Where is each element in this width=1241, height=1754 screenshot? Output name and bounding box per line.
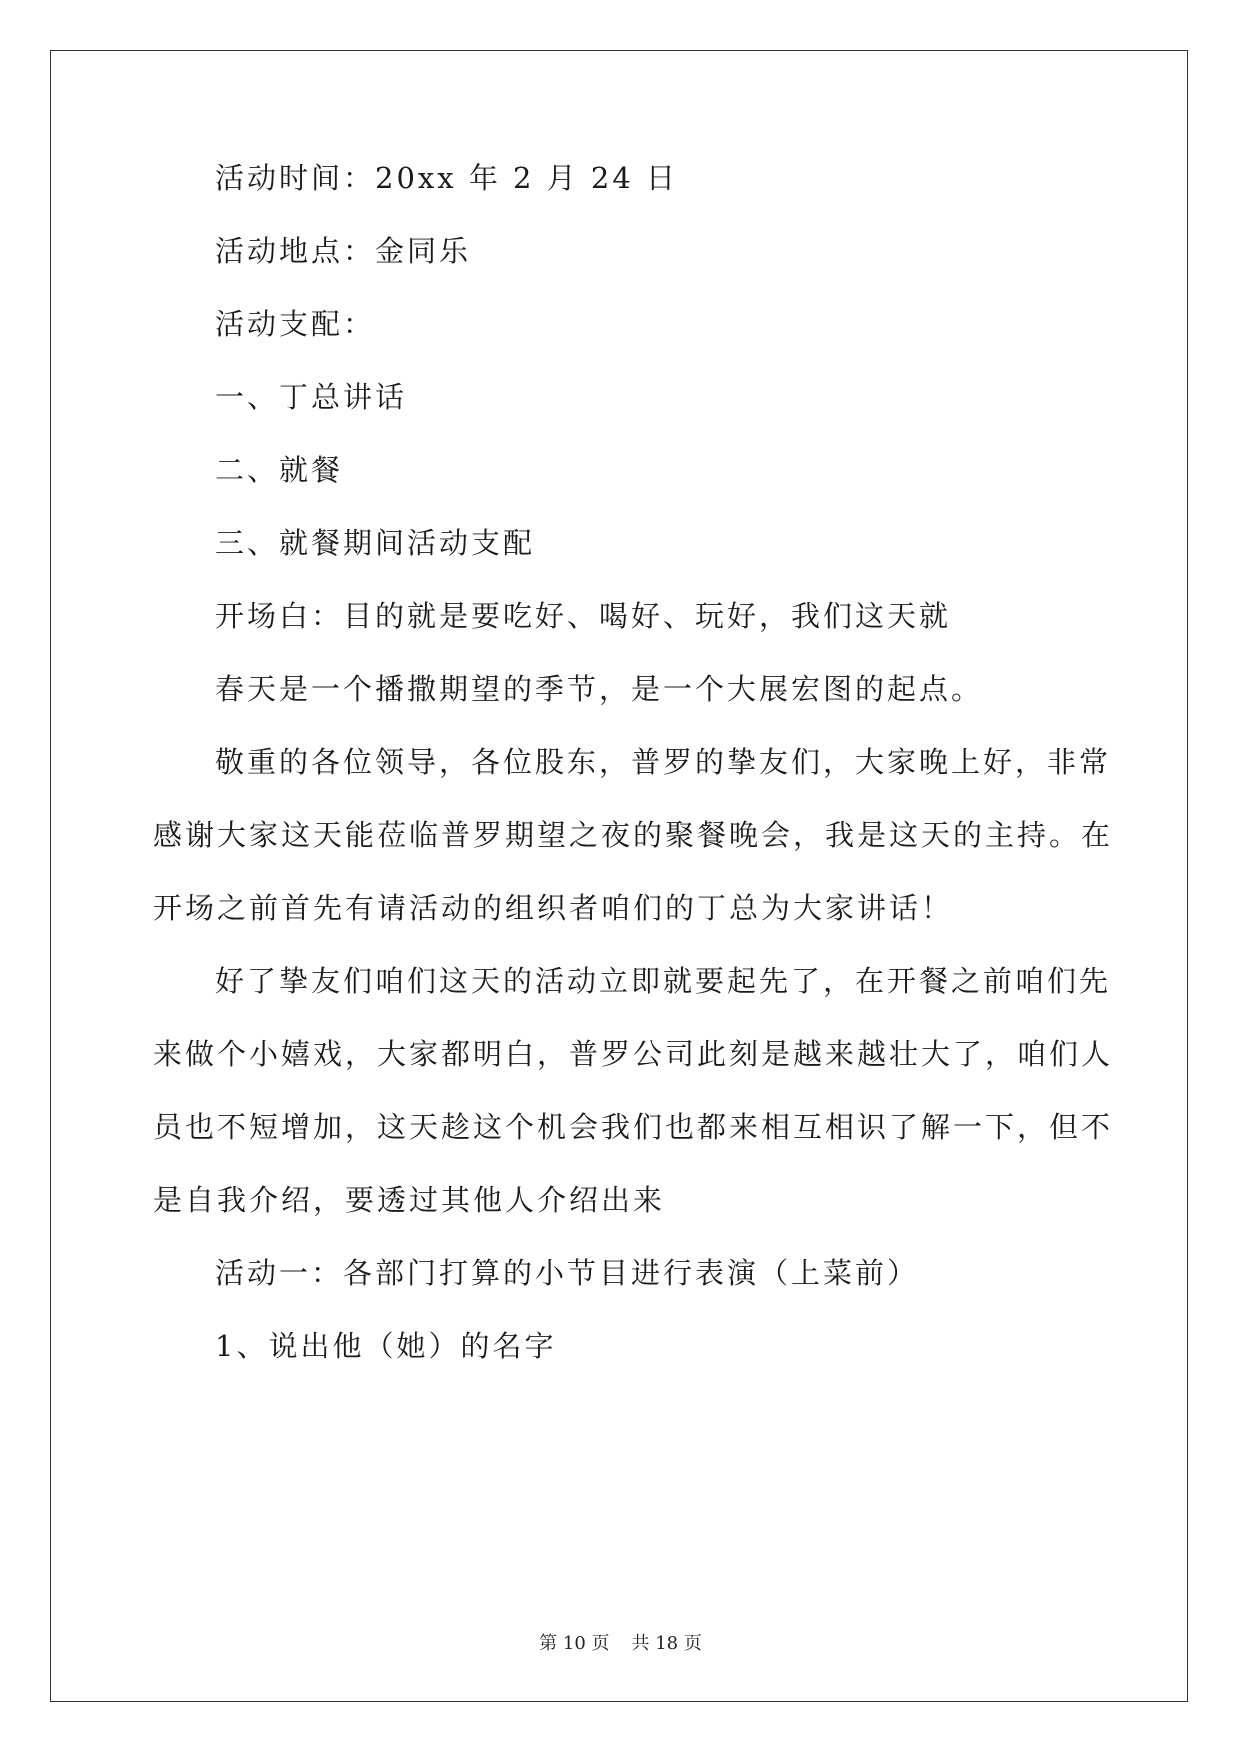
text-line-paragraph-2c: 员也不短增加，这天趁这个机会我们也都来相互相识了解一下，但不 [153,1110,1114,1144]
text-line-activity-arrangement: 活动支配： [215,307,376,341]
text-line-activity-one: 活动一：各部门打算的小节目进行表演（上菜前） [215,1256,920,1290]
text-line-paragraph-2d: 是自我介绍，要透过其他人介绍出来 [153,1183,666,1217]
text-line-item-2: 二、就餐 [215,453,344,487]
text-line-paragraph-2b: 来做个小嬉戏，大家都明白，普罗公司此刻是越来越壮大了，咱们人 [153,1037,1114,1071]
text-line-spring: 春天是一个播撒期望的季节，是一个大展宏图的起点。 [215,672,984,706]
text-line-item-3: 三、就餐期间活动支配 [215,526,536,560]
page-footer [0,1632,1241,1656]
text-line-activity-time: 活动时间：20xx 年 2 月 24 日 [215,161,679,195]
text-line-paragraph-1c: 开场之前首先有请活动的组织者咱们的丁总为大家讲话！ [153,891,954,925]
text-line-item-1: 一、丁总讲话 [215,380,408,414]
page-border [50,50,1188,1702]
text-line-opening: 开场白：目的就是要吃好、喝好、玩好，我们这天就 [215,599,952,633]
text-line-sub-item-1: 1、说出他（她）的名字 [215,1329,557,1363]
page-number: 第 10 页 [539,1633,610,1654]
text-line-activity-location: 活动地点：金同乐 [215,234,472,268]
text-line-paragraph-1a: 敬重的各位领导，各位股东，普罗的挚友们，大家晚上好，非常 [215,745,1112,779]
text-line-paragraph-1b: 感谢大家这天能莅临普罗期望之夜的聚餐晚会，我是这天的主持。在 [153,818,1114,852]
text-line-paragraph-2a: 好了挚友们咱们这天的活动立即就要起先了，在开餐之前咱们先 [215,964,1112,998]
page-total: 共 18 页 [631,1633,702,1654]
